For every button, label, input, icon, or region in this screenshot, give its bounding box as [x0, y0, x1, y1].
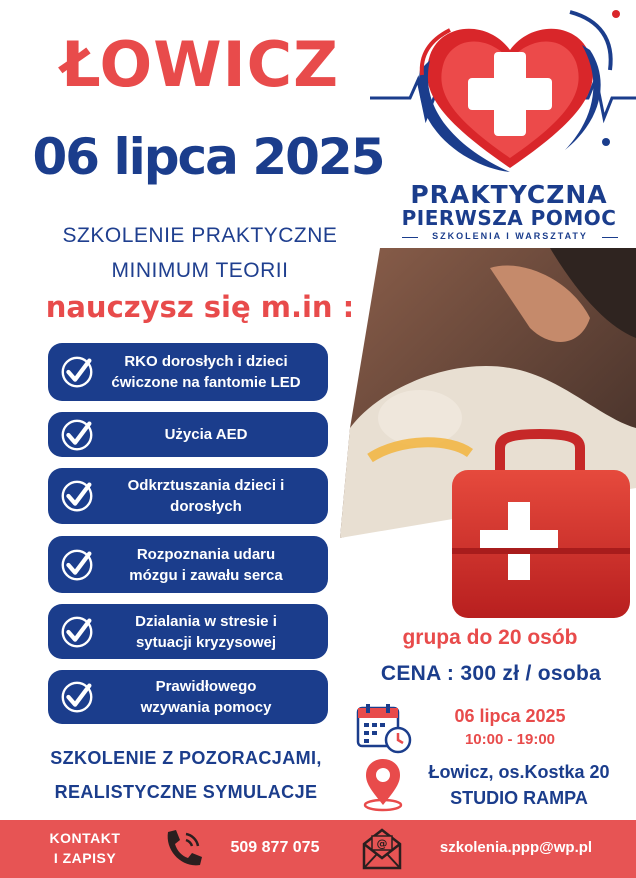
- skill-item: [48, 604, 328, 659]
- skill-line: Dzialania w stresie i: [135, 612, 277, 630]
- simulation-note-line-1: SZKOLENIE Z POZORACJAMI,: [50, 748, 322, 768]
- logo-title-line-1: PRAKTYCZNA: [410, 180, 608, 209]
- skill-line: Rozpoznania udaru: [136, 545, 276, 563]
- contact-label-line-2: I ZAPISY: [53, 850, 117, 866]
- event-date-headline: 06 lipca 2025: [32, 128, 384, 186]
- heart-cross-logo: [370, 0, 636, 180]
- phone-icon: [160, 826, 206, 872]
- check-icon: [58, 546, 96, 584]
- event-date: 06 lipca 2025: [454, 706, 566, 726]
- group-size: grupa do 20 osób: [402, 626, 578, 649]
- price: CENA : 300 zł / osoba: [380, 662, 602, 685]
- skill-line: Prawidłowego: [155, 678, 257, 695]
- check-icon: [58, 353, 96, 391]
- simulation-note-line-2: REALISTYCZNE SYMULACJE: [54, 782, 318, 802]
- skill-item: [48, 670, 328, 724]
- skill-line: sytuacji kryzysowej: [135, 633, 277, 651]
- event-time: 10:00 - 19:00: [464, 731, 556, 748]
- calendar-clock-icon: [356, 702, 412, 754]
- address-line-2: STUDIO RAMPA: [450, 788, 588, 808]
- check-icon: [58, 416, 96, 454]
- skill-line: ćwiczone na fantomie LED: [111, 374, 301, 391]
- learn-heading: nauczysz się m.in :: [45, 290, 355, 324]
- skill-line: wzywania pomocy: [140, 699, 272, 716]
- contact-label: [30, 828, 140, 868]
- skill-line: RKO dorosłych i dzieci: [124, 353, 288, 370]
- contact-label-line-1: KONTAKT: [49, 830, 121, 846]
- skill-line: Odkrztuszania dzieci i: [127, 477, 285, 494]
- logo-tagline: SZKOLENIA I WARSZTATY: [432, 231, 588, 241]
- check-icon: [58, 678, 96, 716]
- subtitle-line-1: SZKOLENIE PRAKTYCZNE: [62, 224, 338, 247]
- cpr-training-photo: [340, 248, 636, 618]
- check-icon: [58, 477, 96, 515]
- phone-number[interactable]: 509 877 075: [230, 839, 320, 856]
- email-address[interactable]: szkolenia.ppp@wp.pl: [439, 839, 593, 856]
- city-title: ŁOWICZ: [60, 28, 340, 101]
- svg-text:@: @: [376, 837, 388, 850]
- skill-line: Użycia AED: [164, 426, 248, 443]
- check-icon: [58, 613, 96, 651]
- skill-line: mózgu i zawału serca: [129, 566, 283, 584]
- skill-item: [48, 412, 328, 457]
- address-line-1: Łowicz, os.Kostka 20: [428, 762, 610, 782]
- skill-line: dorosłych: [170, 498, 242, 515]
- logo-tagline-rule: [602, 237, 618, 238]
- skill-item: [48, 536, 328, 593]
- location-pin-icon: [360, 757, 406, 813]
- mail-icon: [360, 824, 404, 872]
- logo-title-line-2: PIERWSZA POMOC: [401, 206, 617, 230]
- skill-item: [48, 468, 328, 524]
- skill-item: [48, 343, 328, 401]
- subtitle-line-2: MINIMUM TEORII: [111, 259, 289, 282]
